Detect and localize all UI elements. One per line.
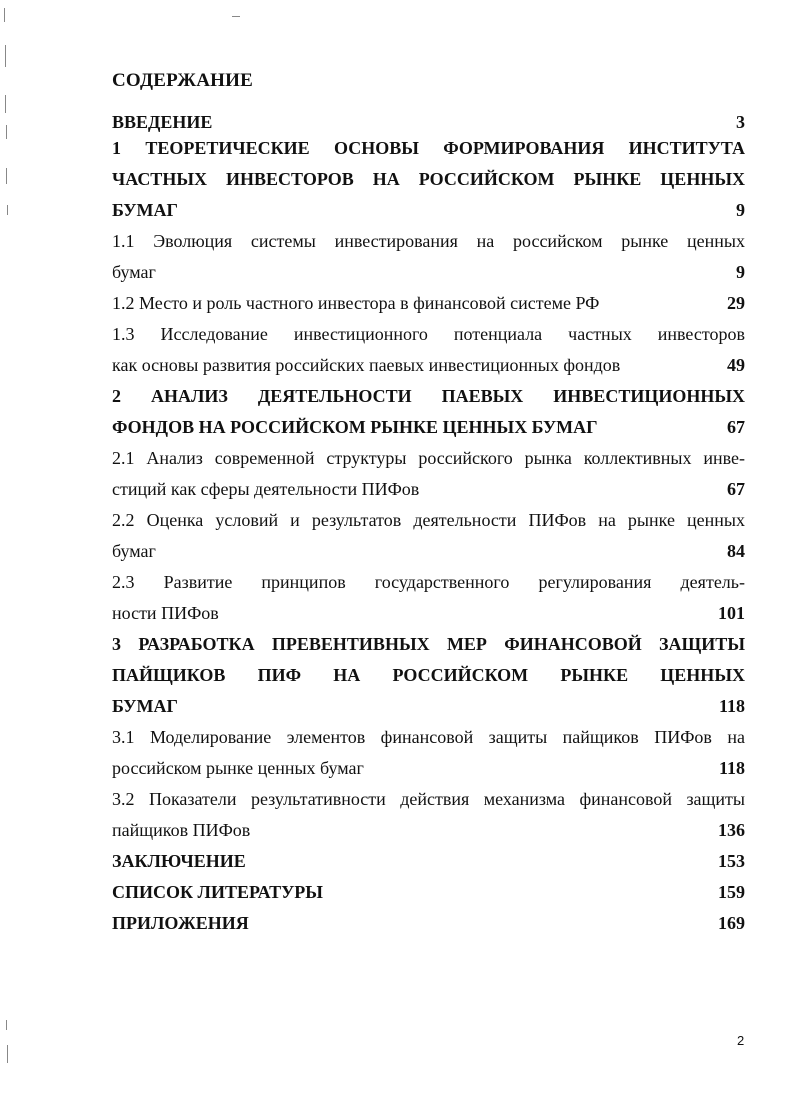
page-number: 2 [737, 1033, 745, 1048]
scan-speck [7, 205, 8, 215]
toc-entry-text: 1.3 Исследование инвестиционного потенциала частных инвесторов [112, 324, 745, 344]
toc-entry-text: стиций как сферы деятельности ПИФов [112, 479, 420, 499]
toc-page-number: 118 [718, 696, 745, 716]
scan-speck [6, 1020, 7, 1030]
toc-entry-text: 1.2 Место и роль частного инвестора в финансовой системе РФ [112, 293, 600, 313]
toc-page-number: 118 [718, 758, 745, 778]
toc-entry [112, 505, 745, 567]
toc-entry [112, 846, 745, 877]
toc-entry-text: ЧАСТНЫХ ИНВЕСТОРОВ НА РОССИЙСКОМ РЫНКЕ ЦЕННЫХ [112, 169, 745, 189]
scan-speck [6, 125, 7, 139]
toc-entry-text: ПРИЛОЖЕНИЯ [112, 913, 249, 933]
toc-entry-text: ПАЙЩИКОВ ПИФ НА РОССИЙСКОМ РЫНКЕ ЦЕННЫХ [112, 665, 745, 685]
toc-page-number: 101 [718, 603, 745, 623]
toc-entry-text: ВВЕДЕНИЕ [112, 112, 213, 132]
toc-entry [112, 133, 745, 226]
toc-entry-text: БУМАГ [112, 200, 178, 220]
scan-speck [7, 1045, 8, 1063]
toc-entry-text: 1 ТЕОРЕТИЧЕСКИЕ ОСНОВЫ ФОРМИРОВАНИЯ ИНСТИТУТА [112, 138, 745, 158]
scan-speck [5, 95, 6, 113]
toc-entry-text: 3.1 Моделирование элементов финансовой защиты пайщиков ПИФов на [112, 727, 745, 747]
toc-page-number: 3 [736, 112, 745, 132]
toc-page-number: 9 [736, 262, 745, 282]
toc-entry-text: 2.2 Оценка условий и результатов деятельности ПИФов на рынке ценных [112, 510, 745, 530]
toc-entry [112, 443, 745, 505]
toc-page-number: 159 [718, 882, 745, 902]
toc-page-number: 49 [727, 355, 745, 375]
toc-entry [112, 908, 745, 939]
toc-entry [112, 226, 745, 288]
toc-entry [112, 319, 745, 381]
toc-entry-text: как основы развития российских паевых инвестиционных фондов [112, 355, 621, 375]
table-of-contents [112, 111, 745, 939]
toc-entry-text: 3 РАЗРАБОТКА ПРЕВЕНТИВНЫХ МЕР ФИНАНСОВОЙ ЗАЩИТЫ [112, 634, 745, 654]
toc-entry-text: российском рынке ценных бумаг [112, 758, 364, 778]
toc-page-number: 153 [718, 851, 745, 871]
toc-entry-text: бумаг [112, 541, 156, 561]
toc-entry [112, 381, 745, 443]
scan-speck [232, 16, 240, 17]
toc-page-number: 136 [718, 820, 745, 840]
toc-entry-text: 2.3 Развитие принципов государственного регулирования деятель- [112, 572, 745, 592]
scan-speck [5, 45, 6, 67]
toc-entry-text: ности ПИФов [112, 603, 219, 623]
toc-entry [112, 111, 745, 133]
scan-speck [6, 168, 7, 184]
toc-entry-text: 2 АНАЛИЗ ДЕЯТЕЛЬНОСТИ ПАЕВЫХ ИНВЕСТИЦИОННЫХ [112, 386, 745, 406]
toc-page-number: 67 [727, 479, 745, 499]
scan-speck [4, 8, 5, 22]
toc-page-number: 67 [727, 417, 745, 437]
page-title: СОДЕРЖАНИЕ [112, 70, 253, 91]
toc-page-number: 9 [736, 200, 745, 220]
toc-entry [112, 288, 745, 319]
toc-entry [112, 722, 745, 784]
toc-entry-text: 1.1 Эволюция системы инвестирования на российском рынке ценных [112, 231, 745, 251]
toc-page-number: 29 [727, 293, 745, 313]
toc-entry-text: пайщиков ПИФов [112, 820, 251, 840]
toc-entry-text: 2.1 Анализ современной структуры российского рынка коллективных инве- [112, 448, 745, 468]
toc-entry-text: ЗАКЛЮЧЕНИЕ [112, 851, 246, 871]
toc-entry-text: БУМАГ [112, 696, 178, 716]
toc-entry-text: СПИСОК ЛИТЕРАТУРЫ [112, 882, 323, 902]
toc-entry-text: ФОНДОВ НА РОССИЙСКОМ РЫНКЕ ЦЕННЫХ БУМАГ [112, 417, 598, 437]
toc-entry-text: 3.2 Показатели результативности действия механизма финансовой защиты [112, 789, 745, 809]
toc-page-number: 84 [727, 541, 745, 561]
toc-entry [112, 567, 745, 629]
toc-entry-text: бумаг [112, 262, 156, 282]
toc-entry [112, 784, 745, 846]
toc-entry [112, 629, 745, 722]
toc-page-number: 169 [718, 913, 745, 933]
toc-entry [112, 877, 745, 908]
